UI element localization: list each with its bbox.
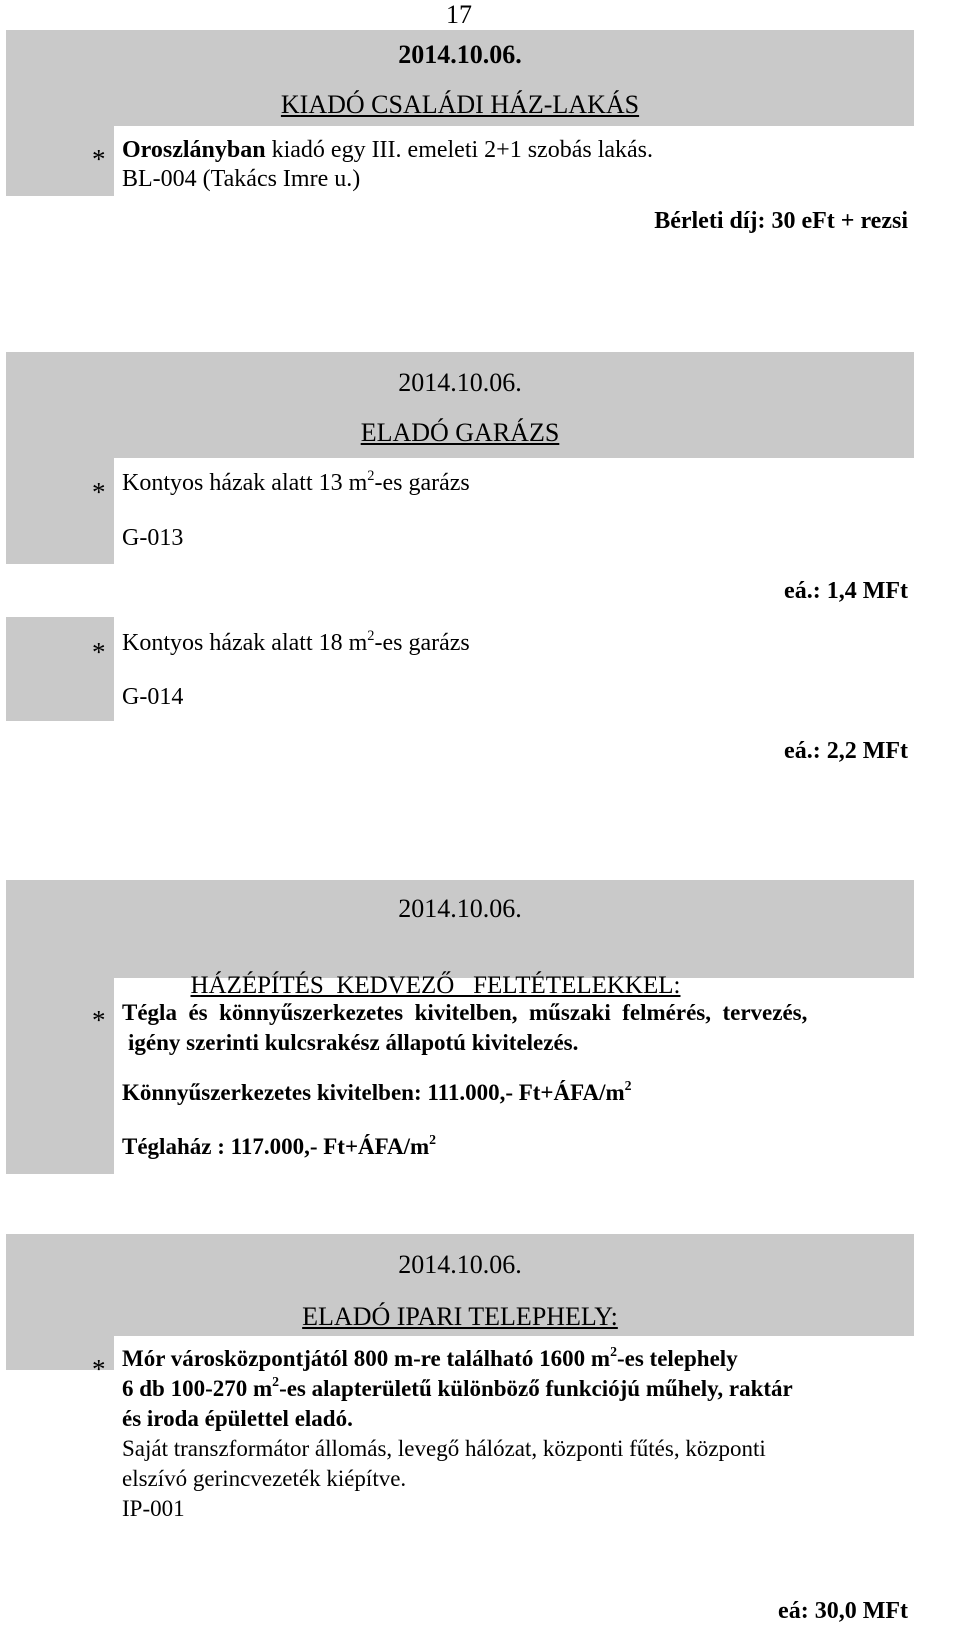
section-1-title <box>6 90 914 120</box>
section-4-line2-a: 6 db 100-270 m <box>122 1376 273 1401</box>
section-3-title-text: HÁZÉPÍTÉS KEDVEZŐ FELTÉTELEKKEL: <box>190 972 681 999</box>
section-1-line1 <box>122 137 653 164</box>
section-3-price-1-sup: 2 <box>624 1078 632 1093</box>
section-4-date: 2014.10.06. <box>398 1250 522 1279</box>
garage-2-text-b: -es garázs <box>374 630 470 656</box>
section-3-price-1 <box>122 1080 632 1106</box>
section-1-date: 2014.10.06. <box>398 40 522 69</box>
section-4-title <box>6 1302 914 1332</box>
section-1-price: Bérleti díj: 30 eFt + rezsi <box>654 208 908 234</box>
section-3-date: 2014.10.06. <box>398 894 522 923</box>
garage-2-price: eá.: 2,2 MFt <box>784 738 908 764</box>
section-4-line1-b: -es telephely <box>616 1346 738 1371</box>
section-4-line1-sup: 2 <box>610 1344 617 1359</box>
garage-2-text-a: Kontyos házak alatt 18 m <box>122 630 368 656</box>
section-4-price: eá: 30,0 MFt <box>778 1598 908 1624</box>
garage-1-code: G-013 <box>122 525 184 551</box>
garage-1-description <box>122 470 470 497</box>
garage-1-price: eá.: 1,4 MFt <box>784 578 908 604</box>
section-3-price-2-sup: 2 <box>429 1132 437 1147</box>
section-4-title-text: ELADÓ IPARI TELEPHELY: <box>302 1302 618 1331</box>
section-4-line2-sup: 2 <box>272 1374 280 1389</box>
section-2-title-text: ELADÓ GARÁZS <box>360 418 560 447</box>
page-number: 17 <box>446 0 472 29</box>
garage-1-text-b: -es garázs <box>374 470 470 496</box>
section-4-line2 <box>122 1376 793 1402</box>
garage-2-description <box>122 630 470 657</box>
section-4-line3: és iroda épülettel eladó. <box>122 1406 353 1431</box>
section-1-line2: BL-004 (Takács Imre u.) <box>122 166 361 192</box>
section-2-left-bar-1 <box>6 458 114 564</box>
garage-2-code: G-014 <box>122 684 184 710</box>
section-4-line5: elszívó gerincvezeték kiépítve. <box>122 1466 407 1491</box>
garage-1-bullet: * <box>92 477 106 507</box>
section-3-bullet: * <box>92 1005 106 1035</box>
section-3-price-2-text: Téglaház : 117.000,- Ft+ÁFA/m <box>122 1134 430 1159</box>
garage-1-text-a: Kontyos házak alatt 13 m <box>122 470 368 496</box>
section-4-bullet: * <box>92 1354 106 1384</box>
section-2-title <box>6 418 914 448</box>
section-4-line1 <box>122 1346 738 1372</box>
section-4-line4: Saját transzformátor állomás, levegő hálózat, központi fűtés, központi <box>122 1436 766 1461</box>
garage-1-sup: 2 <box>367 468 375 484</box>
section-1-title-text: KIADÓ CSALÁDI HÁZ-LAKÁS <box>280 90 640 119</box>
section-4-code: IP-001 <box>122 1496 185 1521</box>
section-3-price-1-text: Könnyűszerkezetes kivitelben: 111.000,- Ft+ÁFA/m <box>122 1080 625 1105</box>
section-4-line1-a: Mór városközpontjától 800 m-re található 1600 m <box>122 1346 611 1371</box>
section-3-title <box>178 944 680 1000</box>
section-2-left-bar-2 <box>6 617 114 721</box>
section-3-price-2 <box>122 1134 436 1160</box>
section-3-line1: Tégla és könnyűszerkezetes kivitelben, műszaki felmérés, tervezés, <box>122 1000 808 1025</box>
section-1-line1-rest: kiadó egy III. emeleti 2+1 szobás lakás. <box>265 137 654 163</box>
section-1-city: Oroszlányban <box>122 137 266 163</box>
garage-2-bullet: * <box>92 637 106 667</box>
section-1-bullet: * <box>92 144 106 174</box>
garage-2-sup: 2 <box>367 628 375 644</box>
section-2-date: 2014.10.06. <box>398 368 522 397</box>
section-4-line2-b: -es alapterületű különböző funkciójú műhely, raktár <box>279 1376 793 1401</box>
section-3-line2: igény szerinti kulcsrakész állapotú kivitelezés. <box>128 1030 579 1055</box>
